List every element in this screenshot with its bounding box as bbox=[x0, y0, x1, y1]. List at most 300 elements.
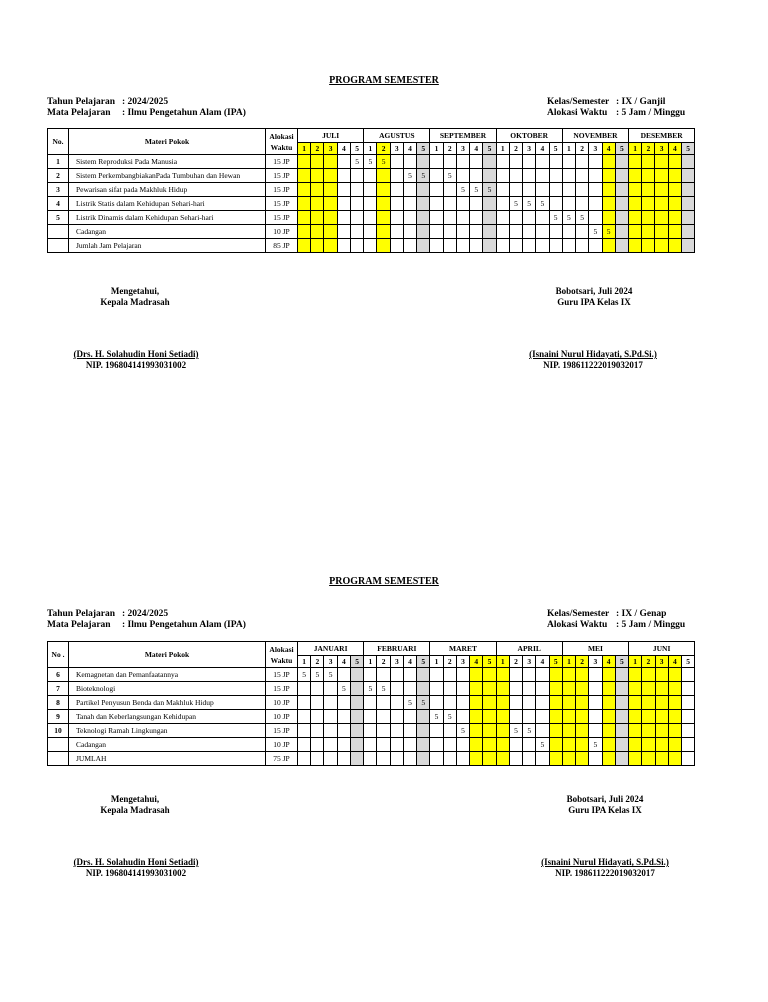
week-cell bbox=[629, 239, 642, 253]
week-cell bbox=[364, 696, 377, 710]
header-info-right bbox=[547, 97, 685, 119]
week-cell bbox=[655, 197, 668, 211]
week-number: 4 bbox=[536, 656, 549, 668]
week-cell bbox=[562, 197, 575, 211]
week-cell bbox=[655, 724, 668, 738]
week-cell bbox=[615, 710, 628, 724]
week-cell bbox=[337, 752, 350, 766]
week-cell bbox=[523, 169, 536, 183]
week-cell bbox=[562, 668, 575, 682]
week-cell bbox=[642, 197, 655, 211]
week-cell bbox=[430, 682, 443, 696]
week-cell bbox=[470, 682, 483, 696]
week-cell bbox=[668, 696, 681, 710]
month-header: OKTOBER bbox=[496, 129, 562, 143]
week-cell bbox=[364, 197, 377, 211]
week-cell bbox=[602, 752, 615, 766]
week-cell bbox=[681, 155, 694, 169]
week-cell bbox=[642, 710, 655, 724]
week-cell bbox=[390, 724, 403, 738]
week-cell bbox=[496, 155, 509, 169]
row-number: 5 bbox=[48, 211, 69, 225]
week-cell bbox=[311, 155, 324, 169]
week-cell bbox=[523, 239, 536, 253]
week-number: 4 bbox=[337, 656, 350, 668]
week-cell bbox=[324, 696, 337, 710]
week-number: 2 bbox=[576, 656, 589, 668]
row-number: 8 bbox=[48, 696, 69, 710]
week-cell bbox=[311, 724, 324, 738]
week-cell bbox=[629, 169, 642, 183]
week-cell bbox=[403, 738, 416, 752]
week-cell bbox=[443, 752, 456, 766]
week-number: 5 bbox=[615, 656, 628, 668]
row-number bbox=[48, 225, 69, 239]
week-cell: 5 bbox=[483, 183, 496, 197]
week-number: 1 bbox=[629, 656, 642, 668]
week-cell bbox=[655, 239, 668, 253]
week-cell: 5 bbox=[364, 682, 377, 696]
week-number: 3 bbox=[390, 656, 403, 668]
week-cell bbox=[364, 724, 377, 738]
week-cell bbox=[311, 183, 324, 197]
month-header: JUNI bbox=[629, 642, 695, 656]
week-cell bbox=[443, 225, 456, 239]
week-cell bbox=[576, 668, 589, 682]
week-cell bbox=[337, 211, 350, 225]
week-cell bbox=[417, 155, 430, 169]
week-cell bbox=[430, 211, 443, 225]
week-cell bbox=[549, 724, 562, 738]
week-cell bbox=[403, 752, 416, 766]
week-cell bbox=[642, 696, 655, 710]
schedule-table bbox=[47, 128, 695, 253]
week-cell bbox=[430, 225, 443, 239]
table-row bbox=[48, 710, 695, 724]
week-cell bbox=[562, 696, 575, 710]
week-cell bbox=[403, 710, 416, 724]
week-cell: 5 bbox=[536, 738, 549, 752]
week-cell bbox=[562, 155, 575, 169]
week-cell bbox=[655, 169, 668, 183]
week-cell bbox=[655, 155, 668, 169]
sig-left-line1: Mengetahui, bbox=[110, 286, 160, 296]
week-cell bbox=[589, 710, 602, 724]
week-number: 1 bbox=[298, 143, 311, 155]
materi-cell: Listrik Dinamis dalam Kehidupan Sehari-hari bbox=[69, 211, 266, 225]
week-cell: 5 bbox=[311, 668, 324, 682]
week-cell bbox=[298, 239, 311, 253]
week-cell bbox=[549, 183, 562, 197]
signature-left-name bbox=[46, 349, 226, 371]
week-cell bbox=[589, 752, 602, 766]
sig-left-line1: Mengetahui, bbox=[110, 794, 160, 804]
week-cell bbox=[390, 682, 403, 696]
week-cell bbox=[615, 682, 628, 696]
week-cell bbox=[350, 696, 363, 710]
week-cell bbox=[509, 738, 522, 752]
table-row bbox=[48, 682, 695, 696]
week-cell bbox=[576, 710, 589, 724]
week-cell bbox=[443, 696, 456, 710]
week-cell bbox=[403, 724, 416, 738]
table-row bbox=[48, 155, 695, 169]
week-cell bbox=[615, 239, 628, 253]
week-cell bbox=[377, 183, 390, 197]
week-cell bbox=[483, 724, 496, 738]
week-cell bbox=[496, 183, 509, 197]
week-number: 3 bbox=[390, 143, 403, 155]
sig-right-line1: Bobotsari, Juli 2024 bbox=[566, 794, 644, 804]
week-cell bbox=[629, 197, 642, 211]
week-cell bbox=[311, 696, 324, 710]
week-cell bbox=[629, 225, 642, 239]
week-number: 4 bbox=[536, 143, 549, 155]
week-cell bbox=[668, 752, 681, 766]
materi-cell: Sistem PerkembangbiakanPada Tumbuhan dan Hewan bbox=[69, 169, 266, 183]
week-cell bbox=[589, 183, 602, 197]
week-cell bbox=[456, 155, 469, 169]
week-cell bbox=[496, 225, 509, 239]
week-cell bbox=[377, 696, 390, 710]
week-cell bbox=[681, 239, 694, 253]
week-cell bbox=[668, 225, 681, 239]
kelas-label: Kelas/Semester bbox=[547, 97, 610, 107]
week-cell bbox=[324, 225, 337, 239]
month-header: NOVEMBER bbox=[562, 129, 628, 143]
week-cell bbox=[655, 668, 668, 682]
week-cell bbox=[377, 239, 390, 253]
week-cell bbox=[311, 197, 324, 211]
week-cell bbox=[483, 225, 496, 239]
sig-right-line2: Guru IPA Kelas IX bbox=[568, 805, 642, 815]
week-cell bbox=[483, 211, 496, 225]
table-row bbox=[48, 211, 695, 225]
week-cell bbox=[549, 682, 562, 696]
sig-left-name: (Drs. H. Solahudin Honi Setiadi) bbox=[73, 857, 199, 867]
row-number bbox=[48, 239, 69, 253]
week-number: 1 bbox=[298, 656, 311, 668]
week-cell bbox=[337, 738, 350, 752]
week-cell bbox=[549, 155, 562, 169]
week-number: 4 bbox=[668, 143, 681, 155]
week-cell bbox=[311, 211, 324, 225]
week-cell bbox=[642, 668, 655, 682]
week-cell bbox=[642, 752, 655, 766]
week-number: 3 bbox=[523, 143, 536, 155]
week-number: 3 bbox=[523, 656, 536, 668]
week-cell bbox=[615, 668, 628, 682]
week-cell bbox=[509, 225, 522, 239]
week-cell bbox=[681, 197, 694, 211]
week-cell bbox=[655, 682, 668, 696]
week-cell bbox=[377, 211, 390, 225]
week-cell bbox=[496, 239, 509, 253]
week-cell bbox=[403, 239, 416, 253]
week-cell bbox=[403, 682, 416, 696]
alokasi-cell: 15 JP bbox=[266, 155, 298, 169]
week-cell bbox=[668, 738, 681, 752]
tahun-label: Tahun Pelajaran bbox=[47, 97, 116, 107]
row-number bbox=[48, 752, 69, 766]
week-cell: 5 bbox=[523, 197, 536, 211]
sig-right-line1: Bobotsari, Juli 2024 bbox=[555, 286, 633, 296]
week-cell bbox=[377, 752, 390, 766]
week-cell bbox=[430, 696, 443, 710]
week-cell bbox=[509, 752, 522, 766]
week-number: 4 bbox=[403, 143, 416, 155]
week-cell bbox=[549, 169, 562, 183]
table-row bbox=[48, 239, 695, 253]
week-cell bbox=[350, 183, 363, 197]
materi-cell: Teknologi Ramah Lingkungan bbox=[69, 724, 266, 738]
week-cell bbox=[324, 169, 337, 183]
tahun-label: Tahun Pelajaran bbox=[47, 609, 116, 619]
week-cell bbox=[615, 183, 628, 197]
week-cell bbox=[298, 696, 311, 710]
alokasi-cell: 85 JP bbox=[266, 239, 298, 253]
week-cell bbox=[311, 738, 324, 752]
week-cell: 5 bbox=[509, 724, 522, 738]
week-number: 5 bbox=[350, 656, 363, 668]
week-cell bbox=[390, 155, 403, 169]
week-cell bbox=[483, 169, 496, 183]
week-cell bbox=[642, 724, 655, 738]
table-row bbox=[48, 668, 695, 682]
week-cell bbox=[629, 211, 642, 225]
week-cell bbox=[417, 225, 430, 239]
week-cell bbox=[324, 682, 337, 696]
week-cell bbox=[682, 738, 695, 752]
week-cell bbox=[483, 197, 496, 211]
week-cell bbox=[390, 183, 403, 197]
week-cell bbox=[576, 239, 589, 253]
week-cell bbox=[496, 724, 509, 738]
alokasi-cell: 15 JP bbox=[266, 183, 298, 197]
week-number: 4 bbox=[602, 656, 615, 668]
week-cell bbox=[589, 696, 602, 710]
week-cell bbox=[589, 724, 602, 738]
sig-left-line2: Kepala Madrasah bbox=[100, 297, 170, 307]
week-cell bbox=[403, 668, 416, 682]
week-cell bbox=[496, 682, 509, 696]
week-cell bbox=[350, 710, 363, 724]
week-cell bbox=[324, 724, 337, 738]
week-cell bbox=[681, 225, 694, 239]
week-cell bbox=[430, 724, 443, 738]
week-cell bbox=[417, 738, 430, 752]
week-cell bbox=[350, 239, 363, 253]
week-cell bbox=[629, 738, 642, 752]
week-cell bbox=[536, 752, 549, 766]
week-cell bbox=[523, 225, 536, 239]
week-cell: 5 bbox=[456, 724, 469, 738]
week-cell bbox=[390, 738, 403, 752]
signature-left-name-2 bbox=[46, 857, 226, 879]
week-number: 3 bbox=[655, 143, 668, 155]
signature-left bbox=[85, 286, 185, 308]
week-cell bbox=[324, 155, 337, 169]
week-cell bbox=[350, 668, 363, 682]
week-cell bbox=[350, 752, 363, 766]
week-number: 5 bbox=[417, 656, 430, 668]
week-cell bbox=[417, 752, 430, 766]
week-cell bbox=[364, 738, 377, 752]
week-cell bbox=[430, 197, 443, 211]
week-cell bbox=[615, 724, 628, 738]
week-cell bbox=[377, 197, 390, 211]
week-cell bbox=[470, 211, 483, 225]
week-cell bbox=[549, 225, 562, 239]
table-row bbox=[48, 197, 695, 211]
week-cell bbox=[311, 752, 324, 766]
week-cell bbox=[562, 183, 575, 197]
week-cell: 5 bbox=[576, 211, 589, 225]
week-cell bbox=[403, 211, 416, 225]
sig-right-nip: NIP. 198611222019032017 bbox=[555, 868, 655, 878]
week-cell bbox=[509, 668, 522, 682]
week-cell bbox=[483, 752, 496, 766]
week-cell: 5 bbox=[417, 696, 430, 710]
header-info-left-2 bbox=[47, 609, 246, 631]
week-number: 1 bbox=[562, 656, 575, 668]
week-number: 2 bbox=[509, 656, 522, 668]
week-cell bbox=[615, 738, 628, 752]
week-cell bbox=[350, 724, 363, 738]
sig-right-name: (Isnaini Nurul Hidayati, S.Pd.Si.) bbox=[541, 857, 669, 867]
week-cell bbox=[668, 183, 681, 197]
week-cell bbox=[509, 239, 522, 253]
week-cell: 5 bbox=[298, 668, 311, 682]
week-cell bbox=[562, 752, 575, 766]
week-cell bbox=[364, 710, 377, 724]
week-cell bbox=[536, 710, 549, 724]
week-cell bbox=[337, 183, 350, 197]
row-number bbox=[48, 738, 69, 752]
week-cell bbox=[549, 738, 562, 752]
week-cell bbox=[615, 225, 628, 239]
week-number: 5 bbox=[615, 143, 628, 155]
week-cell bbox=[337, 197, 350, 211]
alokasi-cell: 15 JP bbox=[266, 668, 298, 682]
week-cell bbox=[589, 169, 602, 183]
month-header: AGUSTUS bbox=[364, 129, 430, 143]
week-cell bbox=[311, 710, 324, 724]
week-cell bbox=[668, 239, 681, 253]
week-cell bbox=[298, 211, 311, 225]
week-cell bbox=[496, 668, 509, 682]
week-cell bbox=[298, 169, 311, 183]
week-cell bbox=[615, 696, 628, 710]
week-cell bbox=[602, 696, 615, 710]
week-number: 2 bbox=[377, 143, 390, 155]
week-cell bbox=[642, 738, 655, 752]
week-cell bbox=[615, 197, 628, 211]
week-cell bbox=[549, 710, 562, 724]
week-cell bbox=[390, 752, 403, 766]
week-cell bbox=[456, 668, 469, 682]
week-cell bbox=[443, 724, 456, 738]
month-header: FEBRUARI bbox=[364, 642, 430, 656]
week-cell: 5 bbox=[324, 668, 337, 682]
week-cell bbox=[483, 710, 496, 724]
week-cell bbox=[681, 211, 694, 225]
week-cell bbox=[298, 155, 311, 169]
week-cell bbox=[602, 710, 615, 724]
week-cell bbox=[642, 169, 655, 183]
week-cell bbox=[390, 197, 403, 211]
week-cell bbox=[589, 239, 602, 253]
week-cell bbox=[311, 239, 324, 253]
week-number: 2 bbox=[311, 656, 324, 668]
week-cell bbox=[681, 183, 694, 197]
page-title-2: PROGRAM SEMESTER bbox=[329, 576, 439, 587]
alokasi-cell: 15 JP bbox=[266, 169, 298, 183]
week-cell bbox=[602, 169, 615, 183]
week-cell: 5 bbox=[509, 197, 522, 211]
week-cell bbox=[523, 155, 536, 169]
signature-right-name-2 bbox=[515, 857, 695, 879]
week-number: 2 bbox=[576, 143, 589, 155]
week-cell bbox=[589, 668, 602, 682]
week-cell: 5 bbox=[589, 225, 602, 239]
week-cell bbox=[576, 696, 589, 710]
week-cell bbox=[470, 724, 483, 738]
week-cell bbox=[642, 211, 655, 225]
week-cell bbox=[523, 211, 536, 225]
week-cell bbox=[417, 197, 430, 211]
week-cell bbox=[364, 211, 377, 225]
table-row bbox=[48, 169, 695, 183]
row-number: 4 bbox=[48, 197, 69, 211]
col-header-materi: Materi Pokok bbox=[69, 642, 266, 668]
week-cell bbox=[562, 682, 575, 696]
week-cell bbox=[443, 239, 456, 253]
week-cell bbox=[377, 724, 390, 738]
col-header-materi: Materi Pokok bbox=[69, 129, 266, 155]
week-cell bbox=[350, 169, 363, 183]
week-cell bbox=[430, 183, 443, 197]
week-cell bbox=[642, 239, 655, 253]
week-cell bbox=[655, 738, 668, 752]
week-cell bbox=[337, 724, 350, 738]
month-header: MARET bbox=[430, 642, 496, 656]
week-cell bbox=[324, 752, 337, 766]
week-cell bbox=[456, 696, 469, 710]
week-cell bbox=[642, 225, 655, 239]
week-cell bbox=[589, 197, 602, 211]
week-cell bbox=[350, 211, 363, 225]
week-cell bbox=[298, 710, 311, 724]
week-cell bbox=[470, 239, 483, 253]
week-cell bbox=[443, 668, 456, 682]
materi-cell: Jumlah Jam Pelajaran bbox=[69, 239, 266, 253]
week-cell bbox=[430, 169, 443, 183]
week-cell bbox=[655, 211, 668, 225]
week-cell bbox=[668, 197, 681, 211]
alokasi-cell: 10 JP bbox=[266, 225, 298, 239]
week-cell bbox=[377, 738, 390, 752]
page-title: PROGRAM SEMESTER bbox=[329, 75, 439, 86]
week-cell bbox=[576, 225, 589, 239]
week-cell bbox=[430, 155, 443, 169]
week-cell bbox=[470, 155, 483, 169]
month-header: APRIL bbox=[496, 642, 562, 656]
week-cell bbox=[549, 197, 562, 211]
week-cell bbox=[615, 155, 628, 169]
week-cell: 5 bbox=[377, 155, 390, 169]
week-cell bbox=[615, 211, 628, 225]
